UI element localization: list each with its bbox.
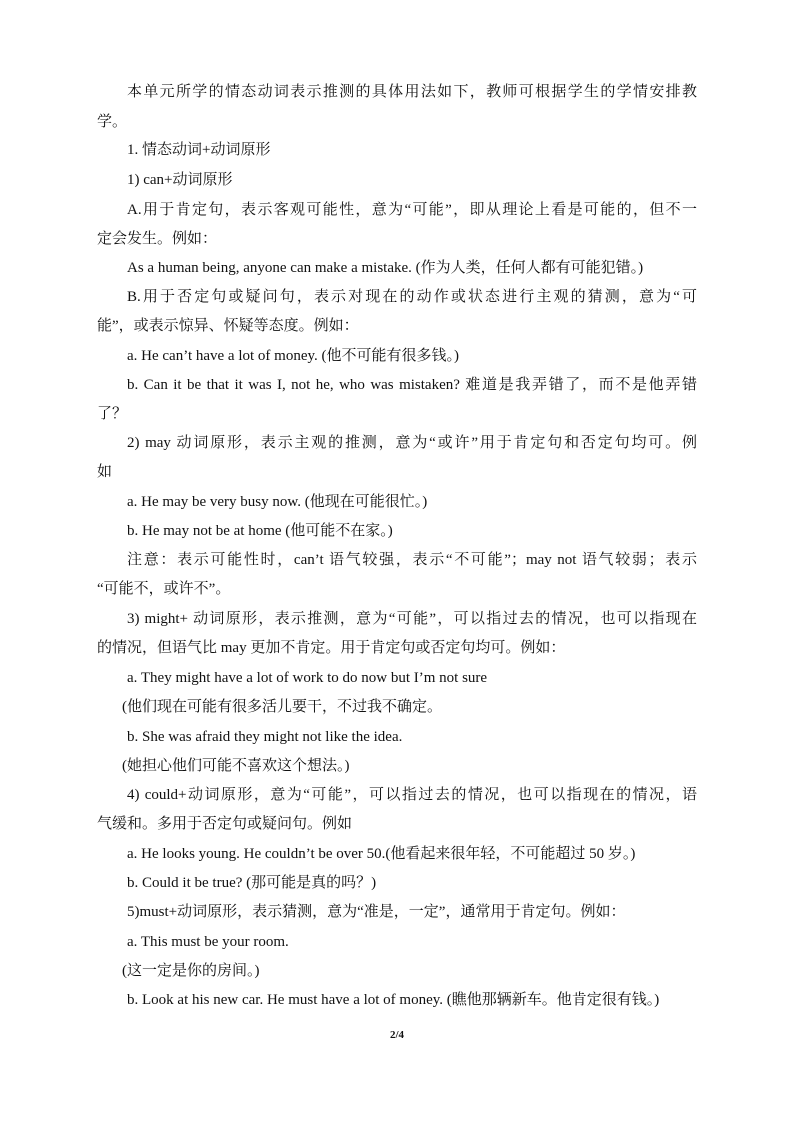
text-line: 气缓和。多用于否定句或疑问句。例如 (97, 816, 353, 832)
example-line: b. Can it be that it was I, not he, who was mistaken? 难道是我弄错了，而不是他弄错 (127, 377, 697, 393)
section-heading: 1. 情态动词+动词原形 (127, 142, 271, 158)
example-line: a. This must be your room. (127, 934, 289, 950)
text-line: 学。 (97, 114, 128, 130)
subsection-heading: 5)must+动词原形，表示猜测，意为“准是，一定”，通常用于肯定句。例如： (127, 904, 626, 920)
page-number: 2/4 (389, 1029, 405, 1041)
example-line: b. Could it be true? (那可能是真的吗？) (127, 875, 377, 891)
text-line: B.用于否定句或疑问句，表示对现在的动作或状态进行主观的猜测，意为“可 (127, 289, 697, 305)
example-line: b. He may not be at home (他可能不在家。) (127, 523, 393, 539)
translation-line: (她担心他们可能不喜欢这个想法。) (122, 758, 350, 774)
example-line: a. He looks young. He couldn’t be over 50.(他看起来很年轻，不可能超过 50 岁。) (127, 846, 636, 862)
text-line: 了？ (97, 406, 128, 422)
text-line: 定会发生。例如： (97, 231, 218, 247)
text-line: A.用于肯定句，表示客观可能性，意为“可能”，即从理论上看是可能的，但不一 (127, 202, 697, 218)
note-line: 注意：表示可能性时，can’t 语气较强，表示“不可能”；may not 语气较弱；表示 (127, 552, 697, 568)
subsection-heading: 2) may 动词原形，表示主观的推测，意为“或许”用于肯定句和否定句均可。例 (127, 435, 697, 451)
subsection-heading: 3) might+ 动词原形，表示推测，意为“可能”，可以指过去的情况，也可以指现在 (127, 611, 697, 627)
subsection-heading: 1) can+动词原形 (127, 172, 233, 188)
text-line: 能”，或表示惊异、怀疑等态度。例如： (97, 318, 359, 334)
example-line: a. He can’t have a lot of money. (他不可能有很多钱。) (127, 348, 460, 364)
example-line: a. He may be very busy now. (他现在可能很忙。) (127, 494, 428, 510)
translation-line: (这一定是你的房间。) (122, 963, 260, 979)
example-line: b. Look at his new car. He must have a lot of money. (瞧他那辆新车。他肯定很有钱。) (127, 992, 660, 1008)
subsection-heading: 4) could+动词原形，意为“可能”，可以指过去的情况，也可以指现在的情况，语 (127, 787, 697, 803)
example-line: a. They might have a lot of work to do now but I’m not sure (127, 670, 488, 686)
note-line: “可能不，或许不”。 (97, 581, 231, 597)
text-line: 本单元所学的情态动词表示推测的具体用法如下，教师可根据学生的学情安排教 (127, 84, 697, 100)
text-line: 的情况，但语气比 may 更加不肯定。用于肯定句或否定句均可。例如： (97, 640, 566, 656)
example-line: b. She was afraid they might not like the idea. (127, 729, 403, 745)
translation-line: (他们现在可能有很多活儿要干，不过我不确定。 (122, 699, 442, 715)
text-line: 如 (97, 464, 113, 480)
example-line: As a human being, anyone can make a mistake. (作为人类，任何人都有可能犯错。) (127, 260, 644, 276)
